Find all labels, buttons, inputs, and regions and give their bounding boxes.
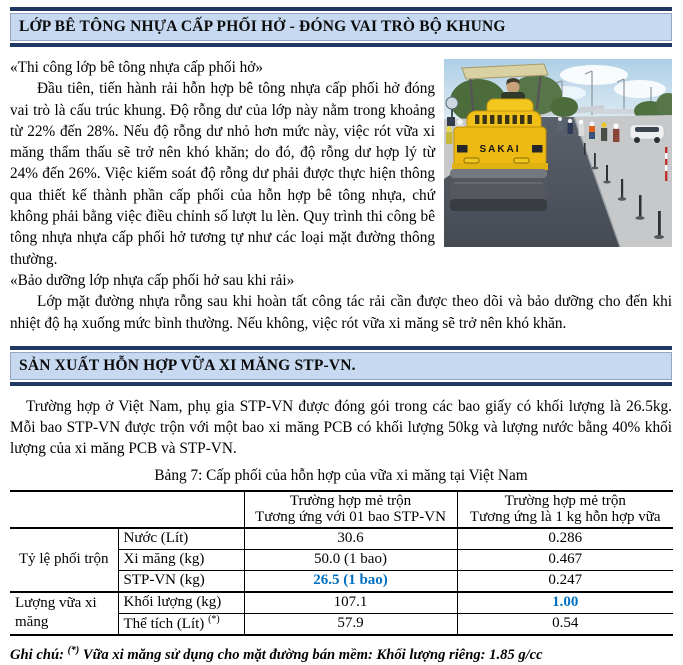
paragraph-construction: Đầu tiên, tiến hành rải hỗn hợp bê tông nhựa cấp phối hở đóng vai trò là cấu trúc khung. Độ rỗng dư của lớp này nằm trong khoảng từ 22% đến 28%. Nếu độ rỗng dư nhỏ hơn mức này, việc rót vữa xi măng thẩm thấu sẽ trở nên khó khăn; do đó, độ rỗng dư hợp lý từ 24% đến 26%. Việc kiểm soát độ rỗng dư phải được thực hiện thông qua thiết kế thành phần cấp phối của hỗn hợp bê tông nhựa, chứ không phải bằng việc điều chỉnh số lượt lu lèn. Quy trình thi công bê tông nhựa nhựa cấp phối hở tương tự như các loại mặt đường thông thường. <box>10 80 435 268</box>
value-cell: 107.1 <box>244 592 457 614</box>
road-roller-photo <box>444 59 672 247</box>
row-label: STP-VN (kg) <box>118 570 244 592</box>
paragraph-curing: Lớp mặt đường nhựa rỗng sau khi hoàn tất công tác rải cần được theo dõi và bảo dưỡng cho đến khi nhiệt độ hạ xuống mức bình thường. Nếu không, việc rót vữa xi măng sẽ trở nên khó khăn. <box>10 293 672 332</box>
row-label-text: Thể tích (Lít) <box>123 616 205 633</box>
section2-title: SẢN XUẤT HỖN HỢP VỮA XI MĂNG STP-VN. <box>10 352 672 380</box>
footnote-marker: (*) <box>208 614 220 626</box>
mix-proportion-table <box>10 490 673 636</box>
section2-body <box>10 396 672 460</box>
table-row <box>10 592 673 614</box>
column-header-batch <box>244 491 457 528</box>
table-row <box>10 528 673 550</box>
footnote-marker: (*) <box>67 644 80 656</box>
row-label <box>118 613 244 635</box>
machine-brand-label: SAKAI <box>479 144 521 155</box>
column-header-line: Trường hợp mẻ trộn <box>289 492 412 509</box>
group-label-mix-ratio: Tỷ lệ phối trộn <box>10 528 118 592</box>
value-cell: 0.467 <box>457 549 673 570</box>
empty-header-cell <box>10 491 244 528</box>
column-header-line: Trường hợp mẻ trộn <box>504 492 626 509</box>
footnote-text: Vữa xi măng sử dụng cho mặt đường bán mềm: Khối lượng riêng: 1.85 g/cc <box>82 646 543 663</box>
row-label: Xi măng (kg) <box>118 549 244 570</box>
section-heading-bar <box>10 7 672 47</box>
group-label-mortar-amount: Lượng vữa xi măng <box>15 595 97 631</box>
value-cell: 0.54 <box>457 613 673 635</box>
subheading-construction: «Thi công lớp bê tông nhựa cấp phối hở» <box>10 59 264 76</box>
striped-pole <box>665 147 667 181</box>
table-footnote <box>10 641 672 665</box>
footnote-prefix: Ghi chú: <box>10 646 64 663</box>
column-header-line: Tương ứng là 1 kg hỗn hợp vữa <box>469 509 661 526</box>
column-header-per-kg <box>457 491 673 528</box>
value-cell: 0.247 <box>457 570 673 592</box>
value-cell: 0.286 <box>457 528 673 550</box>
section1-body <box>10 57 672 334</box>
cloud <box>614 80 666 98</box>
paragraph-vietnam-case: Trường hợp ở Việt Nam, phụ gia STP-VN được đóng gói trong các bao giấy có khối lượng là 26.5kg. Mỗi bao STP-VN được trộn với một bao xi măng PCB có khối lượng 50kg và lượng nước bằng 40% khối lượng của xi măng PCB và STP-VN. <box>10 397 672 458</box>
value-cell: 57.9 <box>244 613 457 635</box>
section-heading-bar <box>10 346 672 386</box>
value-cell-highlighted: 1.00 <box>457 592 673 614</box>
subheading-curing: «Bảo dưỡng lớp nhựa cấp phối hở sau khi rải» <box>10 271 295 289</box>
headlight <box>457 145 468 153</box>
row-label: Nước (Lít) <box>118 528 244 550</box>
section1-title: LỚP BÊ TÔNG NHỰA CẤP PHỐI HỞ - ĐÓNG VAI TRÒ BỘ KHUNG <box>10 13 672 41</box>
column-header-line: Tương ứng với 01 bao STP-VN <box>255 509 446 526</box>
table-caption: Bảng 7: Cấp phối của hỗn hợp của vữa xi măng tại Việt Nam <box>154 466 528 484</box>
value-cell: 50.0 (1 bao) <box>244 549 457 570</box>
table-header-row <box>10 491 673 528</box>
value-cell: 30.6 <box>244 528 457 550</box>
value-cell-highlighted: 26.5 (1 bao) <box>244 570 457 592</box>
row-label: Khối lượng (kg) <box>118 592 244 614</box>
headlight <box>532 145 543 153</box>
